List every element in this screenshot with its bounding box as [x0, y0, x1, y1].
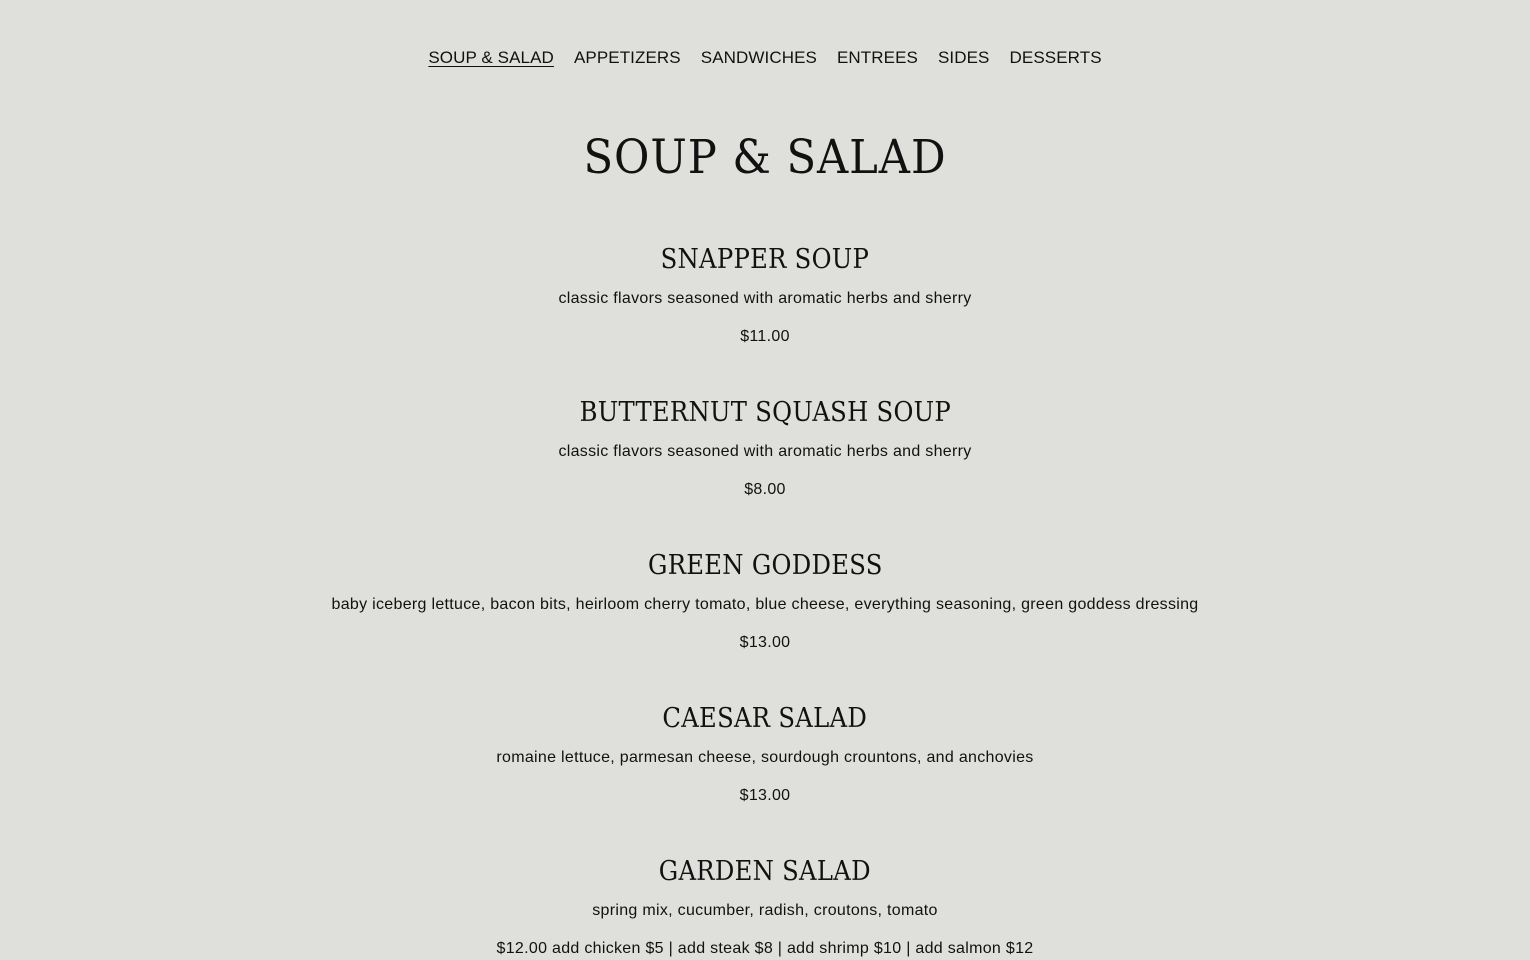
menu-item	[0, 240, 1530, 393]
menu-item-description: romaine lettuce, parmesan cheese, sourdough crountons, and anchovies	[496, 749, 1034, 766]
menu-item	[0, 393, 1530, 546]
menu-item	[0, 852, 1530, 960]
menu-item-price: $11.00	[740, 328, 790, 345]
menu-item-name: GARDEN SALAD	[658, 856, 872, 887]
menu-item-price: $12.00 add chicken $5 | add steak $8 | add shrimp $10 | add salmon $12	[496, 940, 1034, 957]
nav-tab-entrees[interactable]: ENTREES	[836, 48, 918, 67]
menu-item-name: GREEN GODDESS	[647, 550, 883, 581]
menu-item-price: $8.00	[744, 481, 786, 498]
menu-item-description: baby iceberg lettuce, bacon bits, heirloom cherry tomato, blue cheese, everything seasoning, green goddess dressing	[331, 596, 1199, 613]
nav-tab-sandwiches[interactable]: SANDWICHES	[700, 48, 817, 67]
menu-item-description: spring mix, cucumber, radish, croutons, tomato	[592, 902, 938, 919]
menu-item-name: SNAPPER SOUP	[660, 244, 870, 275]
menu-item	[0, 546, 1530, 699]
nav-tab-appetizers[interactable]: APPETIZERS	[573, 48, 681, 67]
menu-item-description: classic flavors seasoned with aromatic herbs and sherry	[558, 443, 972, 460]
section-title: SOUP & SALAD	[583, 130, 947, 185]
nav-tab-desserts[interactable]: DESSERTS	[1009, 48, 1102, 67]
menu-item	[0, 699, 1530, 852]
menu-item-name: CAESAR SALAD	[662, 703, 868, 734]
menu-item-price: $13.00	[739, 634, 791, 651]
category-nav	[0, 46, 1530, 70]
nav-tab-soup-salad[interactable]: SOUP & SALAD	[428, 48, 554, 67]
nav-tab-sides[interactable]: SIDES	[937, 48, 990, 67]
menu-list	[0, 240, 1530, 960]
menu-item-price: $13.00	[739, 787, 791, 804]
menu-item-description: classic flavors seasoned with aromatic herbs and sherry	[558, 290, 972, 307]
menu-item-name: BUTTERNUT SQUASH SOUP	[579, 397, 951, 428]
